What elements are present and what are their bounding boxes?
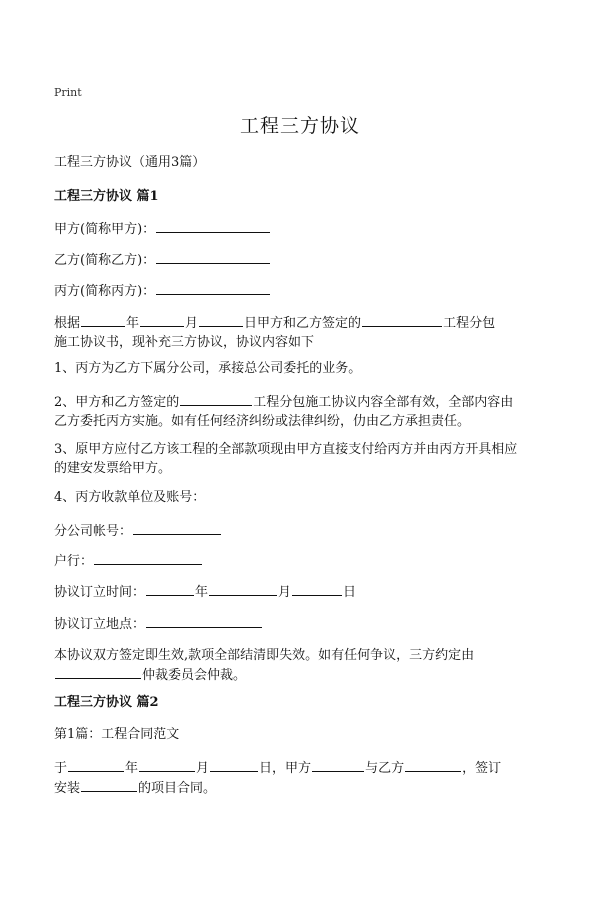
contract-item-blank bbox=[81, 778, 137, 792]
contract-text: 安装 bbox=[54, 781, 81, 796]
intro-day-blank bbox=[199, 313, 243, 327]
item-4: 4、丙方收款单位及账号： bbox=[54, 490, 206, 505]
account-line bbox=[54, 521, 554, 541]
closing-line2: 仲裁委员会仲裁。 bbox=[142, 668, 247, 683]
item-2-project-blank bbox=[180, 392, 252, 406]
print-link[interactable]: Print bbox=[54, 86, 82, 99]
party-b-label: 乙方(简称乙方)： bbox=[54, 253, 156, 268]
document-title: 工程三方协议 bbox=[239, 115, 360, 137]
document-subtitle: 工程三方协议（通用3篇） bbox=[54, 155, 206, 170]
section2-heading: 工程三方协议 篇2 bbox=[54, 695, 159, 710]
contract-paragraph bbox=[54, 758, 554, 798]
intro-paragraph bbox=[54, 313, 554, 352]
intro-text: 年 bbox=[126, 316, 140, 331]
intro-text: 月 bbox=[185, 316, 199, 331]
party-a-blank bbox=[156, 219, 270, 233]
party-c-label: 丙方(简称丙方)： bbox=[54, 284, 156, 299]
party-a-label: 甲方(简称甲方)： bbox=[54, 222, 156, 237]
closing-paragraph bbox=[54, 646, 554, 685]
contract-party-b-blank bbox=[405, 758, 461, 772]
contract-month-blank bbox=[139, 758, 195, 772]
item-2-text: 2、甲方和乙方签定的 bbox=[54, 395, 180, 410]
party-c-line bbox=[54, 281, 554, 301]
party-b-blank bbox=[156, 250, 270, 264]
item-2-text: 工程分包施工协议内容全部有效，全部内容由 bbox=[253, 395, 514, 410]
sign-place-label: 协议订立地点： bbox=[54, 617, 146, 632]
contract-day-blank bbox=[210, 758, 258, 772]
sign-day-blank bbox=[292, 582, 342, 596]
item-2-line2: 乙方委托丙方实施。如有任何经济纠纷或法律纠纷，仂由乙方承担责任。 bbox=[54, 414, 471, 429]
intro-text: 根据 bbox=[54, 316, 81, 331]
section1-heading: 工程三方协议 篇1 bbox=[54, 189, 159, 204]
bank-blank bbox=[94, 551, 202, 565]
closing-line1: 本协议双方签定即生效,款项全部结清即失效。如有任何争议，三方约定由 bbox=[54, 648, 475, 663]
arbitration-blank bbox=[55, 665, 141, 679]
contract-text: ，签订 bbox=[462, 761, 502, 776]
sign-place-blank bbox=[146, 614, 262, 628]
intro-text: 日甲方和乙方签定的 bbox=[244, 316, 362, 331]
contract-text: 的项目合同。 bbox=[138, 781, 217, 796]
sign-year-blank bbox=[146, 582, 194, 596]
contract-text: 月 bbox=[196, 761, 210, 776]
item-2 bbox=[54, 392, 554, 431]
sign-date-text: 月 bbox=[278, 585, 292, 600]
contract-year-blank bbox=[68, 758, 124, 772]
sign-date-line bbox=[54, 582, 554, 602]
sign-month-blank bbox=[209, 582, 277, 596]
intro-text: 工程分包 bbox=[443, 316, 496, 331]
intro-project-blank bbox=[362, 313, 442, 327]
contract-text: 日，甲方 bbox=[259, 761, 312, 776]
contract-text: 与乙方 bbox=[365, 761, 405, 776]
sign-place-line bbox=[54, 614, 554, 634]
bank-line bbox=[54, 551, 554, 571]
intro-month-blank bbox=[140, 313, 184, 327]
item-1: 1、丙方为乙方下属分公司，承接总公司委托的业务。 bbox=[54, 361, 362, 376]
intro-year-blank bbox=[81, 313, 125, 327]
party-c-blank bbox=[156, 281, 270, 295]
item-3-line2: 的建安发票给甲方。 bbox=[54, 461, 172, 476]
account-label: 分公司帐号： bbox=[54, 524, 133, 539]
item-3 bbox=[54, 440, 554, 478]
sign-date-text: 日 bbox=[343, 585, 357, 600]
sign-date-text: 年 bbox=[195, 585, 209, 600]
contract-text: 于 bbox=[54, 761, 68, 776]
contract-party-a-blank bbox=[312, 758, 364, 772]
bank-label: 户行： bbox=[54, 554, 94, 569]
party-b-line bbox=[54, 250, 554, 270]
item-3-line1: 3、原甲方应付乙方该工程的全部款项现由甲方直接支付给丙方并由丙方开具相应 bbox=[54, 442, 518, 457]
intro-line2: 施工协议书，现补充三方协议，协议内容如下 bbox=[54, 335, 315, 350]
account-blank bbox=[133, 521, 221, 535]
sign-date-label: 协议订立时间： bbox=[54, 585, 146, 600]
contract-text: 年 bbox=[125, 761, 139, 776]
party-a-line bbox=[54, 219, 554, 239]
section2-subheading: 第1篇：工程合同范文 bbox=[54, 727, 180, 742]
